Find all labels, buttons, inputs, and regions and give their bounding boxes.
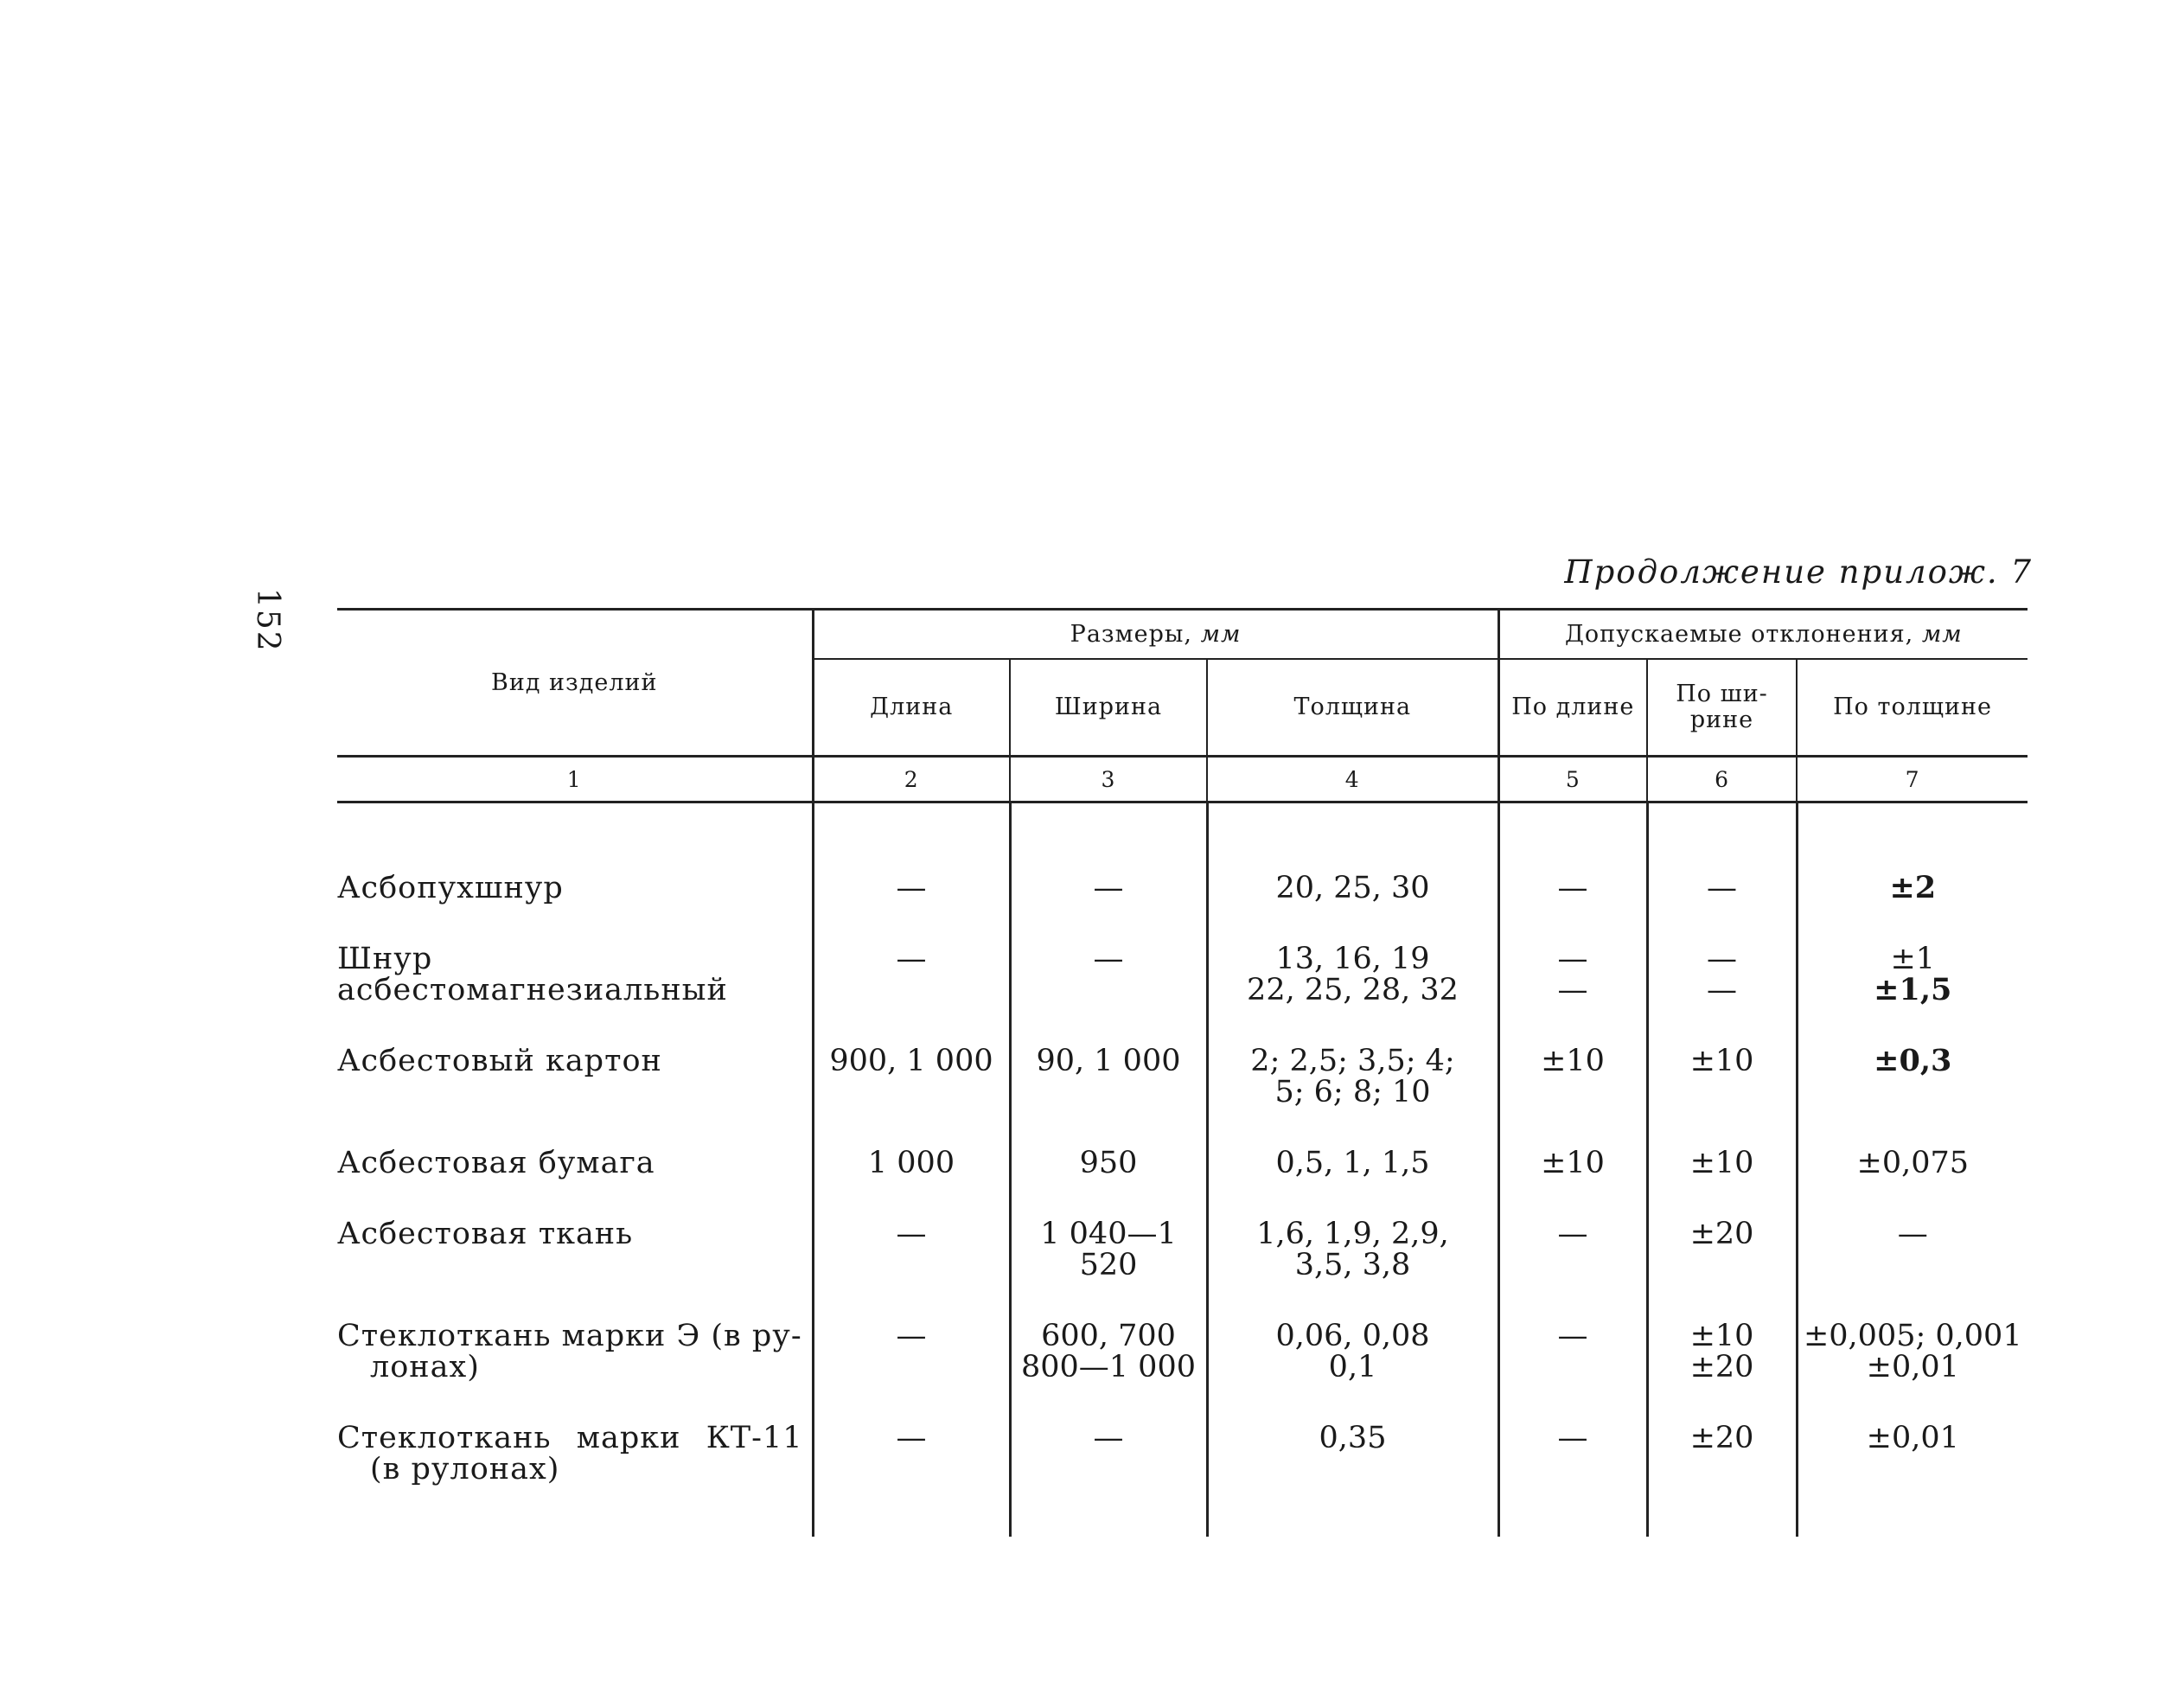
cell-length bbox=[813, 1045, 1010, 1148]
header-sizes-unit: мм bbox=[1200, 621, 1242, 648]
cell-line: — bbox=[896, 1217, 927, 1251]
cell-tol-length bbox=[1498, 1045, 1647, 1148]
cell-line: 0,5, 1, 1,5 bbox=[1275, 1146, 1430, 1180]
cell-name bbox=[337, 943, 813, 1045]
table-row bbox=[337, 873, 2028, 943]
cell-line: — bbox=[896, 871, 927, 905]
cell-line: 0,35 bbox=[1319, 1421, 1387, 1455]
spacer-cell bbox=[1797, 802, 2028, 873]
cell-line: — bbox=[1897, 1217, 1928, 1251]
cell-line: Асбопухшнур bbox=[337, 871, 564, 905]
cell-line: — bbox=[1707, 973, 1738, 1007]
table-row bbox=[337, 1045, 2028, 1148]
cell-line: 90, 1 000 bbox=[1036, 1044, 1181, 1078]
cell-line: ±10 bbox=[1689, 1146, 1754, 1180]
cell-line: 1 040—1 520 bbox=[1040, 1217, 1177, 1282]
table-row bbox=[337, 1218, 2028, 1320]
col-num-6: 6 bbox=[1647, 757, 1797, 802]
col-num-2: 2 bbox=[813, 757, 1010, 802]
cell-line: ±20 bbox=[1689, 1217, 1754, 1251]
cell-line: ±1 bbox=[1890, 942, 1936, 976]
cell-line: — bbox=[1093, 1421, 1124, 1455]
cell-line: — bbox=[1557, 942, 1588, 976]
header-tol-width bbox=[1647, 659, 1797, 757]
cell-line: — bbox=[1707, 871, 1738, 905]
cell-thickness bbox=[1207, 873, 1498, 943]
cell-tol-length bbox=[1498, 873, 1647, 943]
cell-width bbox=[1010, 1320, 1207, 1422]
cell-line: Асбестовая бумага bbox=[337, 1146, 655, 1180]
cell-line: — bbox=[1093, 871, 1124, 905]
cell-thickness bbox=[1207, 1218, 1498, 1320]
cell-line: ±20 bbox=[1689, 1350, 1754, 1384]
cell-tol-thickness bbox=[1797, 1320, 2028, 1422]
cell-width bbox=[1010, 873, 1207, 943]
table-row bbox=[337, 1320, 2028, 1422]
cell-line: ±1,5 bbox=[1874, 972, 1952, 1007]
cell-tol-width bbox=[1647, 1422, 1797, 1537]
continuation-caption: Продолжение прилож. 7 bbox=[1564, 553, 2033, 591]
cell-tol-length bbox=[1498, 1422, 1647, 1537]
cell-tol-length bbox=[1498, 1148, 1647, 1218]
cell-line: 950 bbox=[1079, 1146, 1138, 1180]
cell-tol-width bbox=[1647, 943, 1797, 1045]
cell-line: 0,1 bbox=[1328, 1350, 1377, 1384]
col-num-1: 1 bbox=[337, 757, 813, 802]
cell-line: 2; 2,5; 3,5; 4; bbox=[1250, 1044, 1455, 1078]
cell-length bbox=[813, 1422, 1010, 1537]
cell-line: 3,5, 3,8 bbox=[1294, 1248, 1411, 1282]
header-tol-width-line2: рине bbox=[1689, 706, 1754, 733]
col-num-5: 5 bbox=[1498, 757, 1647, 802]
cell-line: 800—1 000 bbox=[1020, 1350, 1196, 1384]
spacer-cell bbox=[1207, 802, 1498, 873]
cell-line: 20, 25, 30 bbox=[1275, 871, 1430, 905]
table-header bbox=[337, 610, 2028, 802]
cell-tol-width bbox=[1647, 1218, 1797, 1320]
header-tolerances-label: Допускаемые отклонения, bbox=[1564, 621, 1914, 648]
cell-length bbox=[813, 1320, 1010, 1422]
cell-line: 13, 16, 19 bbox=[1275, 942, 1430, 976]
cell-line: (в рулонах) bbox=[370, 1452, 560, 1486]
cell-line: Шнур асбестомагнезиальный bbox=[337, 942, 728, 1007]
cell-tol-width bbox=[1647, 1045, 1797, 1148]
page-number: 152 bbox=[250, 588, 285, 653]
col-num-3: 3 bbox=[1010, 757, 1207, 802]
col-num-7: 7 bbox=[1797, 757, 2028, 802]
cell-line: — bbox=[896, 942, 927, 976]
table-spacer-row bbox=[337, 802, 2028, 873]
header-tol-length: По длине bbox=[1498, 659, 1647, 757]
cell-length bbox=[813, 1148, 1010, 1218]
cell-line: ±10 bbox=[1541, 1044, 1605, 1078]
spacer-cell bbox=[1010, 802, 1207, 873]
cell-line: Асбестовая ткань bbox=[337, 1217, 634, 1251]
cell-tol-width bbox=[1647, 1320, 1797, 1422]
cell-line: 22, 25, 28, 32 bbox=[1247, 973, 1459, 1007]
header-length: Длина bbox=[813, 659, 1010, 757]
cell-length bbox=[813, 943, 1010, 1045]
cell-line: — bbox=[896, 1421, 927, 1455]
cell-name bbox=[337, 1148, 813, 1218]
cell-line: ±10 bbox=[1689, 1044, 1754, 1078]
cell-line: 0,06, 0,08 bbox=[1275, 1319, 1430, 1353]
cell-line: ±20 bbox=[1689, 1421, 1754, 1455]
cell-line: ±0,005; 0,001 bbox=[1803, 1319, 2022, 1353]
cell-line: — bbox=[1557, 973, 1588, 1007]
cell-line: — bbox=[1557, 871, 1588, 905]
header-thickness: Толщина bbox=[1207, 659, 1498, 757]
cell-tol-thickness bbox=[1797, 1422, 2028, 1537]
cell-line: — bbox=[1557, 1319, 1588, 1353]
cell-tol-thickness bbox=[1797, 943, 2028, 1045]
cell-tol-thickness bbox=[1797, 870, 2028, 943]
cell-name bbox=[337, 1422, 813, 1537]
cell-length bbox=[813, 873, 1010, 943]
cell-thickness bbox=[1207, 1320, 1498, 1422]
cell-thickness bbox=[1207, 943, 1498, 1045]
cell-width bbox=[1010, 1045, 1207, 1148]
cell-length bbox=[813, 1218, 1010, 1320]
spacer-cell bbox=[813, 802, 1010, 873]
cell-line: Асбестовый картон bbox=[337, 1044, 662, 1078]
header-product-type: Вид изделий bbox=[337, 610, 813, 757]
table-row bbox=[337, 1148, 2028, 1218]
cell-thickness bbox=[1207, 1045, 1498, 1148]
header-sizes-label: Размеры, bbox=[1070, 621, 1192, 648]
cell-tol-length bbox=[1498, 1320, 1647, 1422]
cell-tol-thickness bbox=[1797, 1148, 2028, 1218]
cell-width bbox=[1010, 1422, 1207, 1537]
cell-line: 5; 6; 8; 10 bbox=[1274, 1075, 1431, 1109]
table-row bbox=[337, 1422, 2028, 1537]
cell-line: 600, 700 bbox=[1041, 1319, 1176, 1353]
cell-line: — bbox=[1707, 942, 1738, 976]
header-tol-width-line1: По ши- bbox=[1676, 681, 1768, 708]
cell-name bbox=[337, 1320, 813, 1422]
cell-name bbox=[337, 1045, 813, 1148]
cell-line: ±0,3 bbox=[1874, 1043, 1952, 1078]
tolerance-table bbox=[337, 608, 2028, 1537]
cell-line: ±0,075 bbox=[1856, 1146, 1970, 1180]
cell-width bbox=[1010, 1148, 1207, 1218]
cell-name bbox=[337, 873, 813, 943]
cell-line: ±0,01 bbox=[1866, 1421, 1959, 1455]
cell-thickness bbox=[1207, 1422, 1498, 1537]
cell-name bbox=[337, 1218, 813, 1320]
spacer-cell bbox=[1647, 802, 1797, 873]
cell-width bbox=[1010, 943, 1207, 1045]
cell-line: Стеклоткань марки Э (в ру- bbox=[337, 1319, 802, 1353]
header-width: Ширина bbox=[1010, 659, 1207, 757]
cell-line: — bbox=[896, 1319, 927, 1353]
cell-line: — bbox=[1557, 1217, 1588, 1251]
spacer-cell bbox=[1498, 802, 1647, 873]
cell-line: ±0,01 bbox=[1866, 1350, 1959, 1384]
cell-line: Стеклоткань марки КТ-11 bbox=[337, 1421, 803, 1455]
tolerance-table-wrap bbox=[337, 608, 2028, 1537]
cell-tol-width bbox=[1647, 1148, 1797, 1218]
cell-tol-thickness bbox=[1797, 1045, 2028, 1148]
spacer-cell bbox=[337, 802, 813, 873]
cell-tol-thickness bbox=[1797, 1218, 2028, 1320]
cell-tol-length bbox=[1498, 1218, 1647, 1320]
header-sizes-group bbox=[813, 610, 1498, 660]
cell-line: — bbox=[1557, 1421, 1588, 1455]
col-num-4: 4 bbox=[1207, 757, 1498, 802]
cell-line: лонах) bbox=[370, 1350, 480, 1384]
cell-line: 1 000 bbox=[867, 1146, 955, 1180]
cell-thickness bbox=[1207, 1148, 1498, 1218]
header-tolerances-unit: мм bbox=[1921, 621, 1963, 648]
cell-line: — bbox=[1093, 942, 1124, 976]
cell-line: ±10 bbox=[1541, 1146, 1605, 1180]
cell-tol-length bbox=[1498, 943, 1647, 1045]
cell-line: ±10 bbox=[1689, 1319, 1754, 1353]
cell-line: ±2 bbox=[1889, 870, 1937, 905]
cell-width bbox=[1010, 1218, 1207, 1320]
table-row bbox=[337, 943, 2028, 1045]
header-tol-thickness: По толщине bbox=[1797, 659, 2028, 757]
cell-line: 1,6, 1,9, 2,9, bbox=[1256, 1217, 1449, 1251]
cell-line: 900, 1 000 bbox=[829, 1044, 993, 1078]
table-body bbox=[337, 802, 2028, 1538]
cell-tol-width bbox=[1647, 873, 1797, 943]
header-tolerances-group bbox=[1498, 610, 2028, 660]
